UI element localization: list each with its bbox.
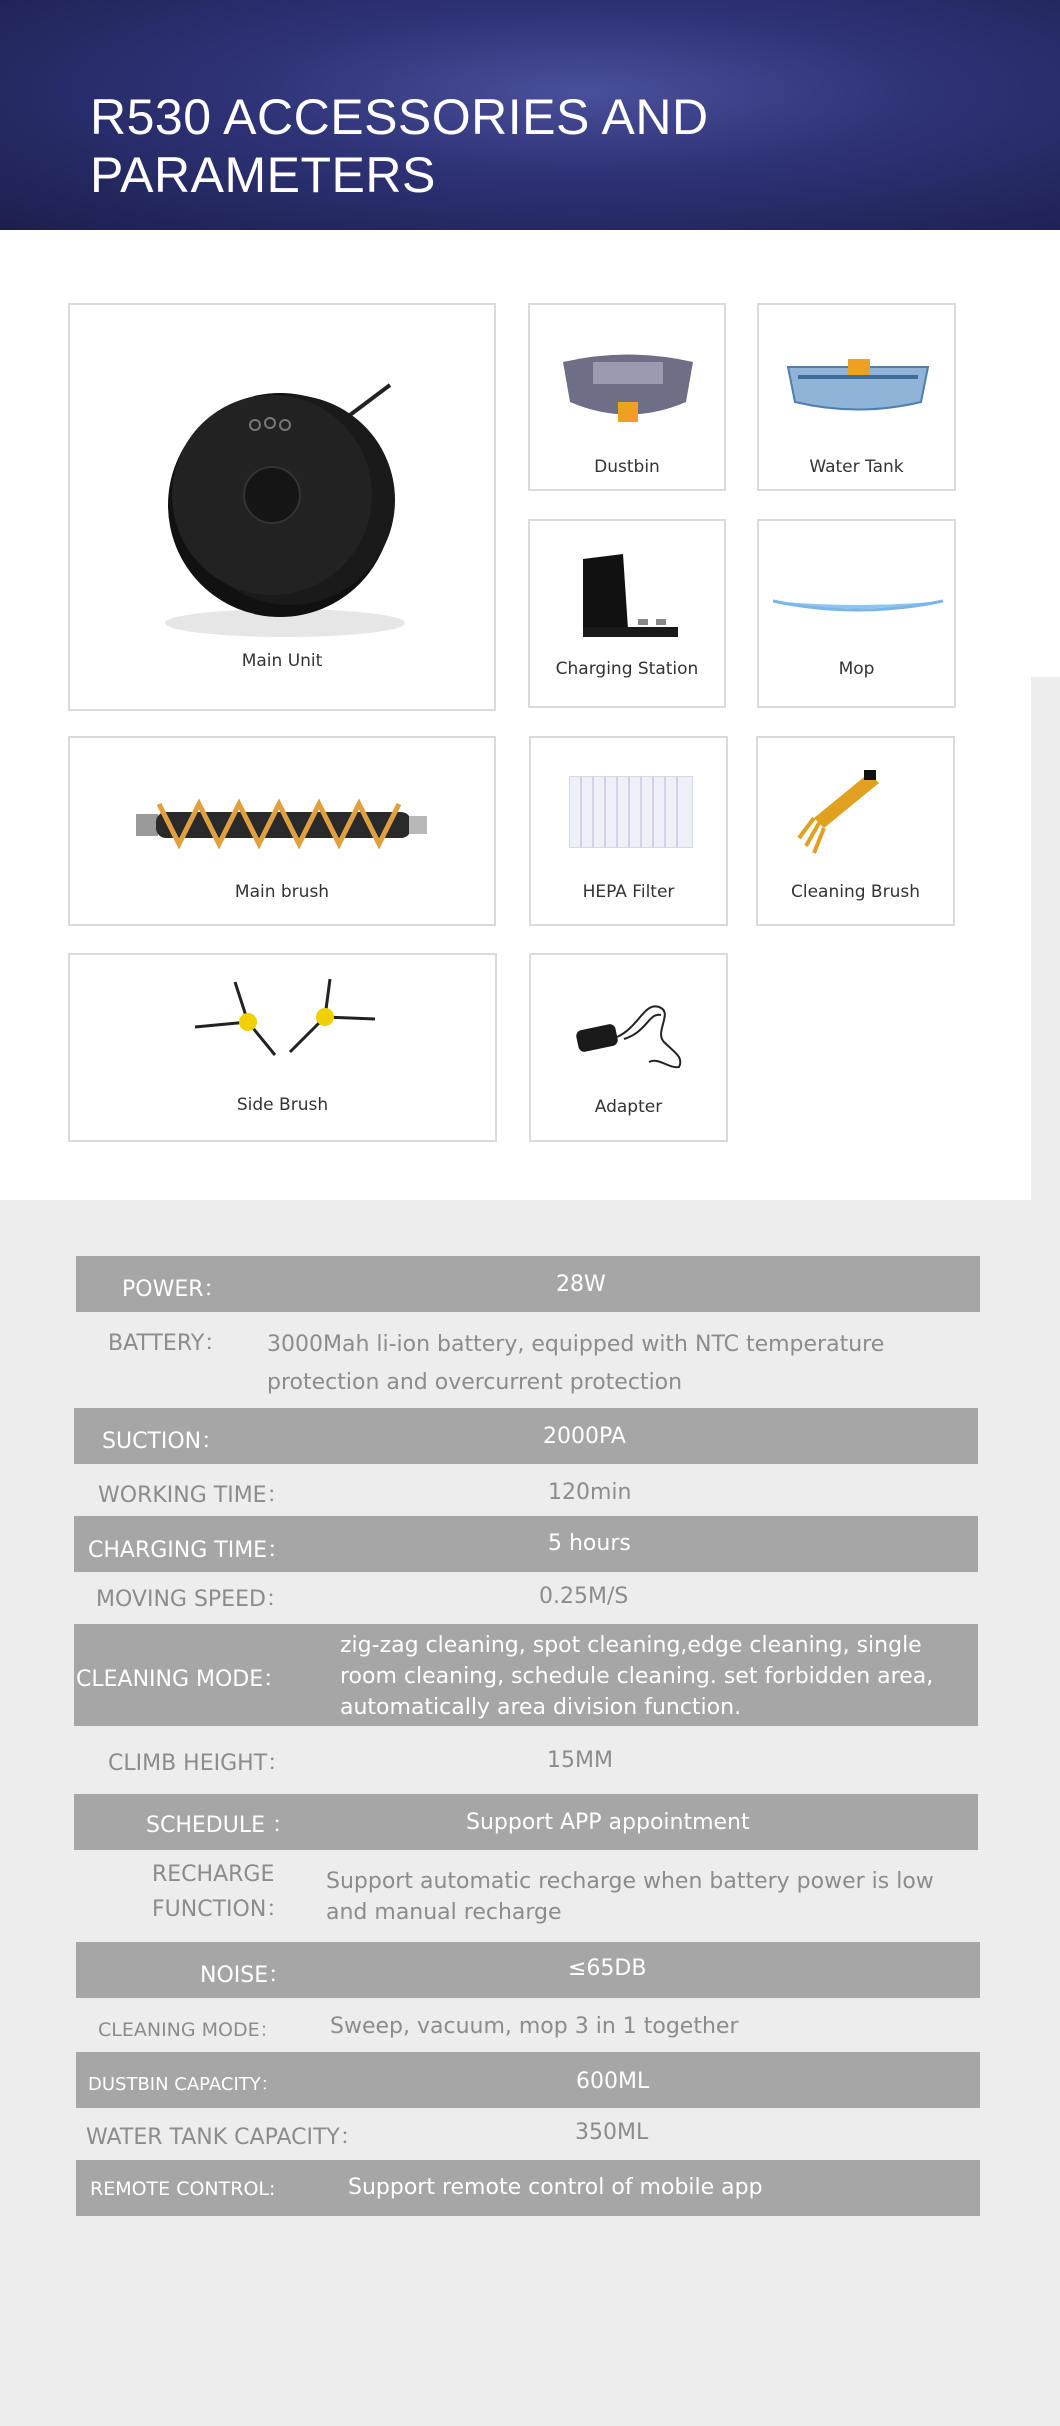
param-value: Support automatic recharge when battery power is low and manual recharge [326, 1869, 934, 1925]
param-row-remote-control [76, 2160, 980, 2216]
param-value: zig-zag cleaning, spot cleaning,edge cleaning, single room cleaning, schedule cleaning. set forbidden area, automatically area division function. [340, 1633, 934, 1720]
param-row-recharge-function [74, 1850, 978, 1942]
hepa-filter-image [569, 776, 693, 848]
param-row-charging-time [74, 1516, 978, 1572]
param-row-power [76, 1256, 980, 1312]
accessory-card-adapter [529, 953, 728, 1142]
param-label: SCHEDULE ： [146, 1813, 294, 1838]
param-value: Support remote control of mobile app [348, 2175, 763, 2200]
param-label: WORKING TIME： [98, 1483, 289, 1508]
param-label: POWER： [122, 1277, 226, 1302]
water-tank-image [783, 357, 933, 427]
param-label: BATTERY： [108, 1331, 227, 1356]
param-label: SUCTION： [102, 1429, 224, 1454]
accessory-label-mop: Mop [838, 659, 875, 679]
param-value: 120min [548, 1480, 632, 1505]
param-row-dustbin-capacity [76, 2052, 980, 2108]
param-label: FUNCTION： [152, 1897, 289, 1922]
param-label: NOISE： [200, 1963, 291, 1988]
param-label: DUSTBIN CAPACITY： [88, 2074, 279, 2095]
accessory-card-charging-station [528, 519, 726, 708]
param-value: 15MM [547, 1748, 613, 1773]
param-row-cleaning-mode [74, 1624, 978, 1726]
param-row-working-time [74, 1464, 978, 1516]
accessory-card-side-brush [68, 953, 497, 1142]
accessory-card-mop [757, 519, 956, 708]
param-value: Support APP appointment [466, 1810, 750, 1835]
param-row-suction [74, 1408, 978, 1464]
param-value: 5 hours [548, 1531, 631, 1556]
param-value: 28W [556, 1272, 606, 1297]
accessory-label-charging-station: Charging Station [555, 659, 699, 679]
param-label: RECHARGE [152, 1862, 275, 1887]
param-row-moving-speed [74, 1572, 978, 1624]
charging-station-image [568, 549, 688, 649]
param-label: REMOTE CONTROL: [90, 2178, 276, 2200]
param-row-noise [76, 1942, 980, 1998]
side-brush-image [190, 977, 380, 1057]
param-label: CLEANING MODE： [98, 2019, 279, 2041]
accessory-card-hepa-filter [529, 736, 728, 926]
param-value: 0.25M/S [539, 1584, 629, 1609]
param-row-schedule [74, 1794, 978, 1850]
mop-image [768, 591, 948, 621]
accessory-card-main-brush [68, 736, 496, 926]
page-title: R530 ACCESSORIES AND PARAMETERS [90, 89, 709, 203]
accessory-card-cleaning-brush [756, 736, 955, 926]
accessory-label-side-brush: Side Brush [236, 1095, 329, 1115]
accessory-label-water-tank: Water Tank [809, 457, 904, 477]
accessory-label-dustbin: Dustbin [594, 457, 660, 477]
param-value: Sweep, vacuum, mop 3 in 1 together [330, 2014, 739, 2039]
dustbin-image [558, 347, 698, 437]
param-label: CLEANING MODE： [76, 1667, 286, 1692]
param-label: MOVING SPEED： [96, 1587, 288, 1612]
param-row-climb-height [74, 1726, 978, 1794]
accessory-label-adapter: Adapter [594, 1097, 663, 1117]
param-row-water-tank-capacity [76, 2108, 980, 2160]
accessory-label-main-brush: Main brush [234, 882, 330, 902]
accessory-card-main-unit [68, 303, 496, 711]
param-label: CLIMB HEIGHT： [108, 1751, 290, 1776]
cleaning-brush-image [794, 768, 884, 858]
param-value: 3000Mah li-ion battery, equipped with NTC temperature protection and overcurrent protection [267, 1332, 885, 1395]
param-value: ≤65DB [568, 1956, 647, 1981]
accessory-card-dustbin [528, 303, 726, 491]
main-brush-image [134, 784, 434, 864]
robot-vacuum-image [155, 355, 415, 655]
param-value: 350ML [575, 2120, 649, 2145]
param-value: 2000PA [543, 1424, 626, 1449]
accessory-label-cleaning-brush: Cleaning Brush [791, 882, 920, 902]
param-label: WATER TANK CAPACITY： [86, 2125, 362, 2150]
accessory-label-main-unit: Main Unit [241, 651, 323, 671]
adapter-image [569, 997, 689, 1077]
param-row-cleaning-mode-2 [76, 1998, 980, 2052]
accessory-label-hepa-filter: HEPA Filter [582, 882, 675, 902]
param-label: CHARGING TIME： [88, 1538, 290, 1563]
param-value: 600ML [576, 2069, 650, 2094]
accessory-card-water-tank [757, 303, 956, 491]
header-banner [0, 0, 1060, 230]
param-row-battery [76, 1312, 980, 1408]
